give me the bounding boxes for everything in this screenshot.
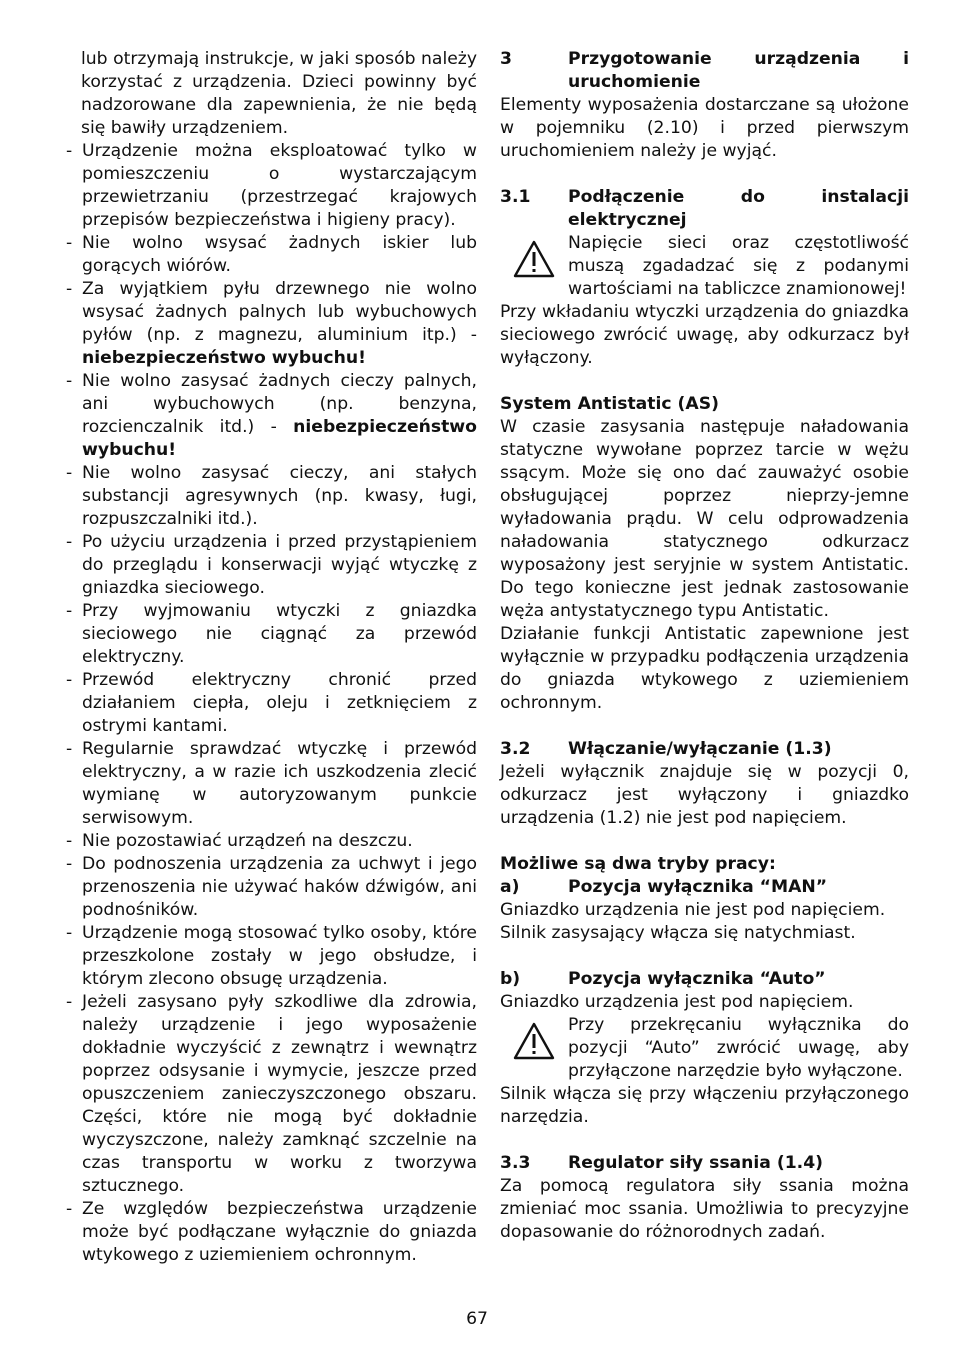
mode-a-body-2: Silnik zasysający włącza się natychmiast. [500,923,856,943]
list-item-text: Po użyciu urządzenia i przed przystąpieniem do przeglądu i konserwacji wyjąć wtyczkę z gniazdka sieciowego. [82,532,477,598]
list-dash: - [66,1199,73,1219]
list-dash: - [66,831,73,851]
list-item-warning: niebezpieczeństwo wybuchu! [82,348,366,368]
list-dash: - [66,233,73,253]
safety-list [66,140,477,1267]
intro-paragraph: lub otrzymają instrukcje, w jaki sposób należy korzystać z urządzenia. Dzieci powinny być nadzorowane dla zapewnienia, że nie będą się bawiły urządzeniem. [81,49,477,138]
list-dash: - [66,371,73,391]
mode-b-heading: b) Pozycja wyłącznika “Auto” [500,969,826,989]
list-dash: - [66,463,73,483]
right-column [500,48,909,1244]
list-dash: - [66,670,73,690]
mode-a-body-1: Gniazdko urządzenia nie jest pod napięciem. [500,900,886,920]
section-3-body: Elementy wyposażenia dostarczane są ułożone w pojemniku (2.10) i przed pierwszym uruchomieniem należy je wyjąć. [500,95,909,161]
section-3-1-warning: Napięcie sieci oraz częstotliwość muszą zgadadzać się z podanymi wartościami na tabliczce znamionowej! [500,232,909,301]
list-item-warning: niebezpieczeństwo wybuchu! [82,417,477,460]
list-item [66,853,477,922]
warning-triangle-icon [500,1014,568,1083]
warning-triangle-icon [500,232,568,301]
list-item [66,991,477,1198]
section-3-3-body: Za pomocą regulatora siły ssania można zmieniać moc ssania. Umożliwia to precyzyjne dopasowanie do różnorodnych zadań. [500,1176,909,1242]
section-3-heading: 3 Przygotowanie urządzenia i uruchomienie [500,49,909,92]
list-item [66,232,477,278]
list-item-text: Ze względów bezpieczeństwa urządzenie może być podłączane wyłącznie do gniazda wtykowego z uziemieniem ochronnym. [82,1199,477,1265]
list-item-text: Nie wolno zasysać żadnych cieczy palnych, ani wybuchowych (np. benzyna, rozcienczalnik itd.) - [82,371,477,437]
list-item [66,370,477,462]
list-item [66,140,477,232]
section-3-2-body: Jeżeli wyłącznik znajduje się w pozycji 0, odkurzacz jest wyłączony i gniazdko urządzenia (1.2) nie jest pod napięciem. [500,762,909,828]
antistatic-body-2: Działanie funkcji Antistatic zapewnione jest wyłącznie w przypadku podłączenia urządzenia do gniazda wtykowego z uziemieniem ochronnym. [500,624,909,713]
section-3-1-body: Przy wkładaniu wtyczki urządzenia do gniazdka sieciowego zwrócić uwagę, aby odkurzacz był wyłączony. [500,302,909,368]
list-item [66,600,477,669]
list-dash: - [66,601,73,621]
list-item-text: Za wyjątkiem pyłu drzewnego nie wolno wsysać żadnych palnych lub wybuchowych pyłów (np. z magnezu, aluminium itp.) - [82,279,477,345]
list-item [66,531,477,600]
mode-b-body-2: Silnik włącza się przy włączeniu przyłączonego narzędzia. [500,1084,909,1127]
list-dash: - [66,739,73,759]
antistatic-body-1: W czasie zasysania następuje naładowania statyczne wywołane poprzez tarcie w wężu ssącym. Może się ono dać zauważyć osobie obsługującej poprzez nieprzy-jemne wyładowania prądu. W celu odprowadzenia naładowania statycznego odkurzacz wyposażony jest seryjnie w system Antistatic. Do tego konieczne jest jednak zastosowanie węża antystatycznego typu Antistatic. [500,417,909,621]
mode-b-body-1: Gniazdko urządzenia jest pod napięciem. [500,992,854,1012]
list-dash: - [66,141,73,161]
list-dash: - [66,532,73,552]
list-item [66,1198,477,1267]
section-3-2-heading: 3.2 Włączanie/wyłączanie (1.3) [500,739,832,759]
page-number: 67 [466,1309,488,1329]
mode-b-warning: Przy przekręcaniu wyłącznika do pozycji “Auto” zwrócić uwagę, aby przyłączone narzędzie było wyłączone. [500,1014,909,1083]
section-3-1-heading: 3.1 Podłączenie do instalacji elektrycznej [500,187,909,230]
list-item-text: Nie wolno zasysać cieczy, ani stałych substancji agresywnych (np. kwasy, ługi, rozpuszczalniki itd.). [82,463,477,529]
list-item-text: Nie pozostawiać urządzeń na deszczu. [82,831,413,851]
list-item-text: Przewód elektryczny chronić przed działaniem ciepła, oleju i zetknięciem z ostrymi kantami. [82,670,477,736]
mode-a-heading: a) Pozycja wyłącznika “MAN” [500,877,828,897]
list-dash: - [66,279,73,299]
list-item [66,830,477,853]
list-item [66,278,477,370]
list-dash: - [66,992,73,1012]
list-dash: - [66,923,73,943]
antistatic-heading: System Antistatic (AS) [500,394,719,414]
left-column [66,48,477,1267]
list-item-text: Urządzenie można eksploatować tylko w pomieszczeniu o wystarczającym przewietrzaniu (przestrzegać krajowych przepisów bezpieczeństwa i higieny pracy). [82,141,477,230]
list-item [66,462,477,531]
list-item-text: Przy wyjmowaniu wtyczki z gniazdka sieciowego nie ciągnąć za przewód elektryczny. [82,601,477,667]
list-item [66,669,477,738]
list-item-text: Nie wolno wsysać żadnych iskier lub gorących wiórów. [82,233,477,276]
list-item-text: Urządzenie mogą stosować tylko osoby, które przeszkolone zostały w jego obsłudze, i którym zlecono obsugę urządzenia. [82,923,477,989]
list-dash: - [66,854,73,874]
list-item-text: Do podnoszenia urządzenia za uchwyt i jego przenoszenia nie używać haków dźwigów, ani podnośników. [82,854,477,920]
list-item [66,922,477,991]
list-item-text: Regularnie sprawdzać wtyczkę i przewód elektryczny, a w razie ich uszkodzenia zlecić wymianę w autoryzowanym punkcie serwisowym. [82,739,477,828]
list-item-text: Jeżeli zasysano pyły szkodliwe dla zdrowia, należy urządzenie i jego wyposażenie dokładnie wyczyścić z zewnątrz i wewnątrz poprzez odsysanie i wymycie, jeszcze przed opuszczeniem zanieczyszczonego obszaru. Części, które nie mogą być dokładnie wyczyszczone, należy zamknąć szczelnie na czas transportu w worku z tworzywa sztucznego. [82,992,477,1196]
list-item [66,738,477,830]
section-3-3-heading: 3.3 Regulator siły ssania (1.4) [500,1153,824,1173]
modes-heading: Możliwe są dwa tryby pracy: [500,854,776,874]
